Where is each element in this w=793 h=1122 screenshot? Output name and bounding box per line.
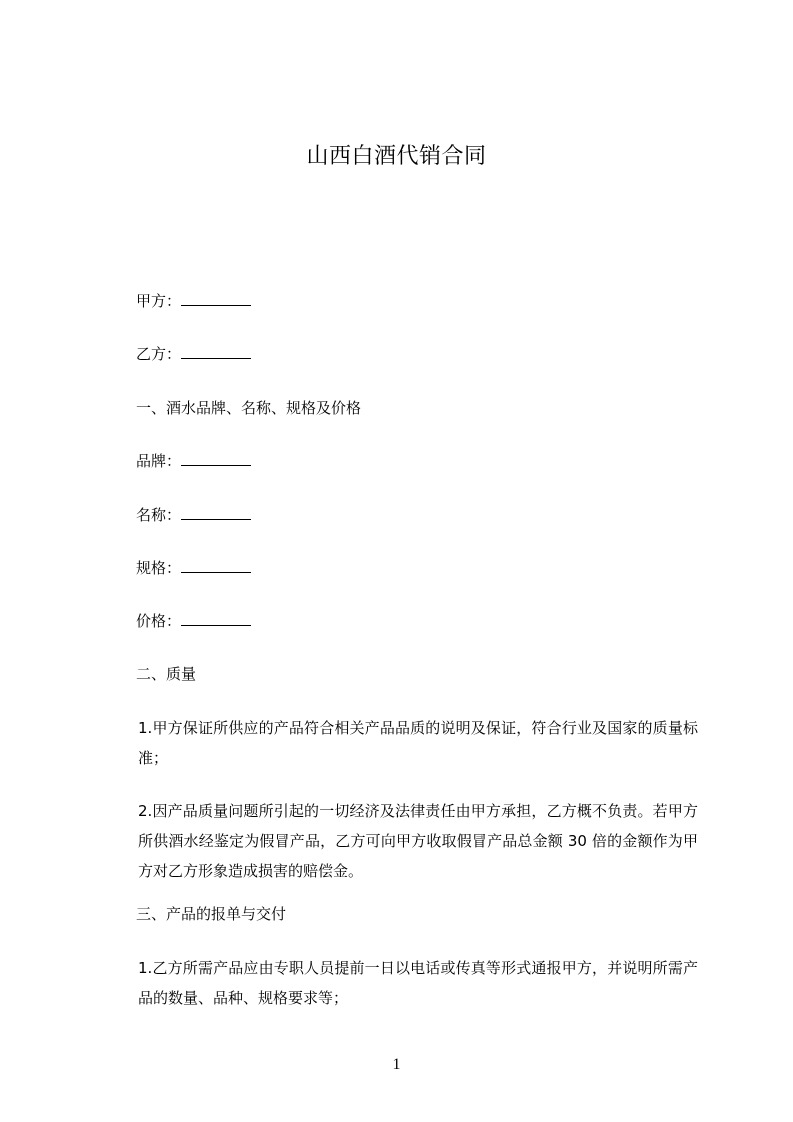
party-a-blank xyxy=(181,291,251,306)
brand-line xyxy=(136,450,251,472)
party-b-line xyxy=(136,343,251,365)
section3-clause1 xyxy=(104,953,698,1013)
spec-line xyxy=(136,557,251,579)
section2-heading: 二、质量 xyxy=(136,665,197,683)
name-line xyxy=(136,504,251,526)
section2-clause1-text: 1.甲方保证所供应的产品符合相关产品品质的说明及保证，符合行业及国家的质量标准； xyxy=(138,719,698,767)
name-label: 名称： xyxy=(136,506,182,524)
section3-clause1-text: 1.乙方所需产品应由专职人员提前一日以电话或传真等形式通报甲方，并说明所需产品的数量、品种、规格要求等； xyxy=(138,959,698,1007)
section2-clause1 xyxy=(104,713,698,773)
brand-blank xyxy=(181,451,251,466)
section1-heading: 一、酒水品牌、名称、规格及价格 xyxy=(136,399,362,417)
price-blank xyxy=(181,611,251,626)
price-line xyxy=(136,610,251,632)
page-number: 1 xyxy=(392,1056,401,1073)
brand-label: 品牌： xyxy=(136,452,182,470)
party-b-label: 乙方： xyxy=(136,345,182,363)
document-title: 山西白酒代销合同 xyxy=(306,144,487,169)
spec-blank xyxy=(181,558,251,573)
party-b-blank xyxy=(181,344,251,359)
name-blank xyxy=(181,505,251,520)
price-label: 价格： xyxy=(136,612,182,630)
section2-clause2-text: 2.因产品质量问题所引起的一切经济及法律责任由甲方承担，乙方概不负责。若甲方所供酒水经鉴定为假冒产品，乙方可向甲方收取假冒产品总金额 30 倍的金额作为甲方对乙方形象造成损害的赔偿金。 xyxy=(138,802,698,880)
party-a-line xyxy=(136,290,251,312)
section3-heading: 三、产品的报单与交付 xyxy=(136,905,287,923)
party-a-label: 甲方： xyxy=(136,292,182,310)
spec-label: 规格： xyxy=(136,559,182,577)
section2-clause2 xyxy=(104,796,698,886)
